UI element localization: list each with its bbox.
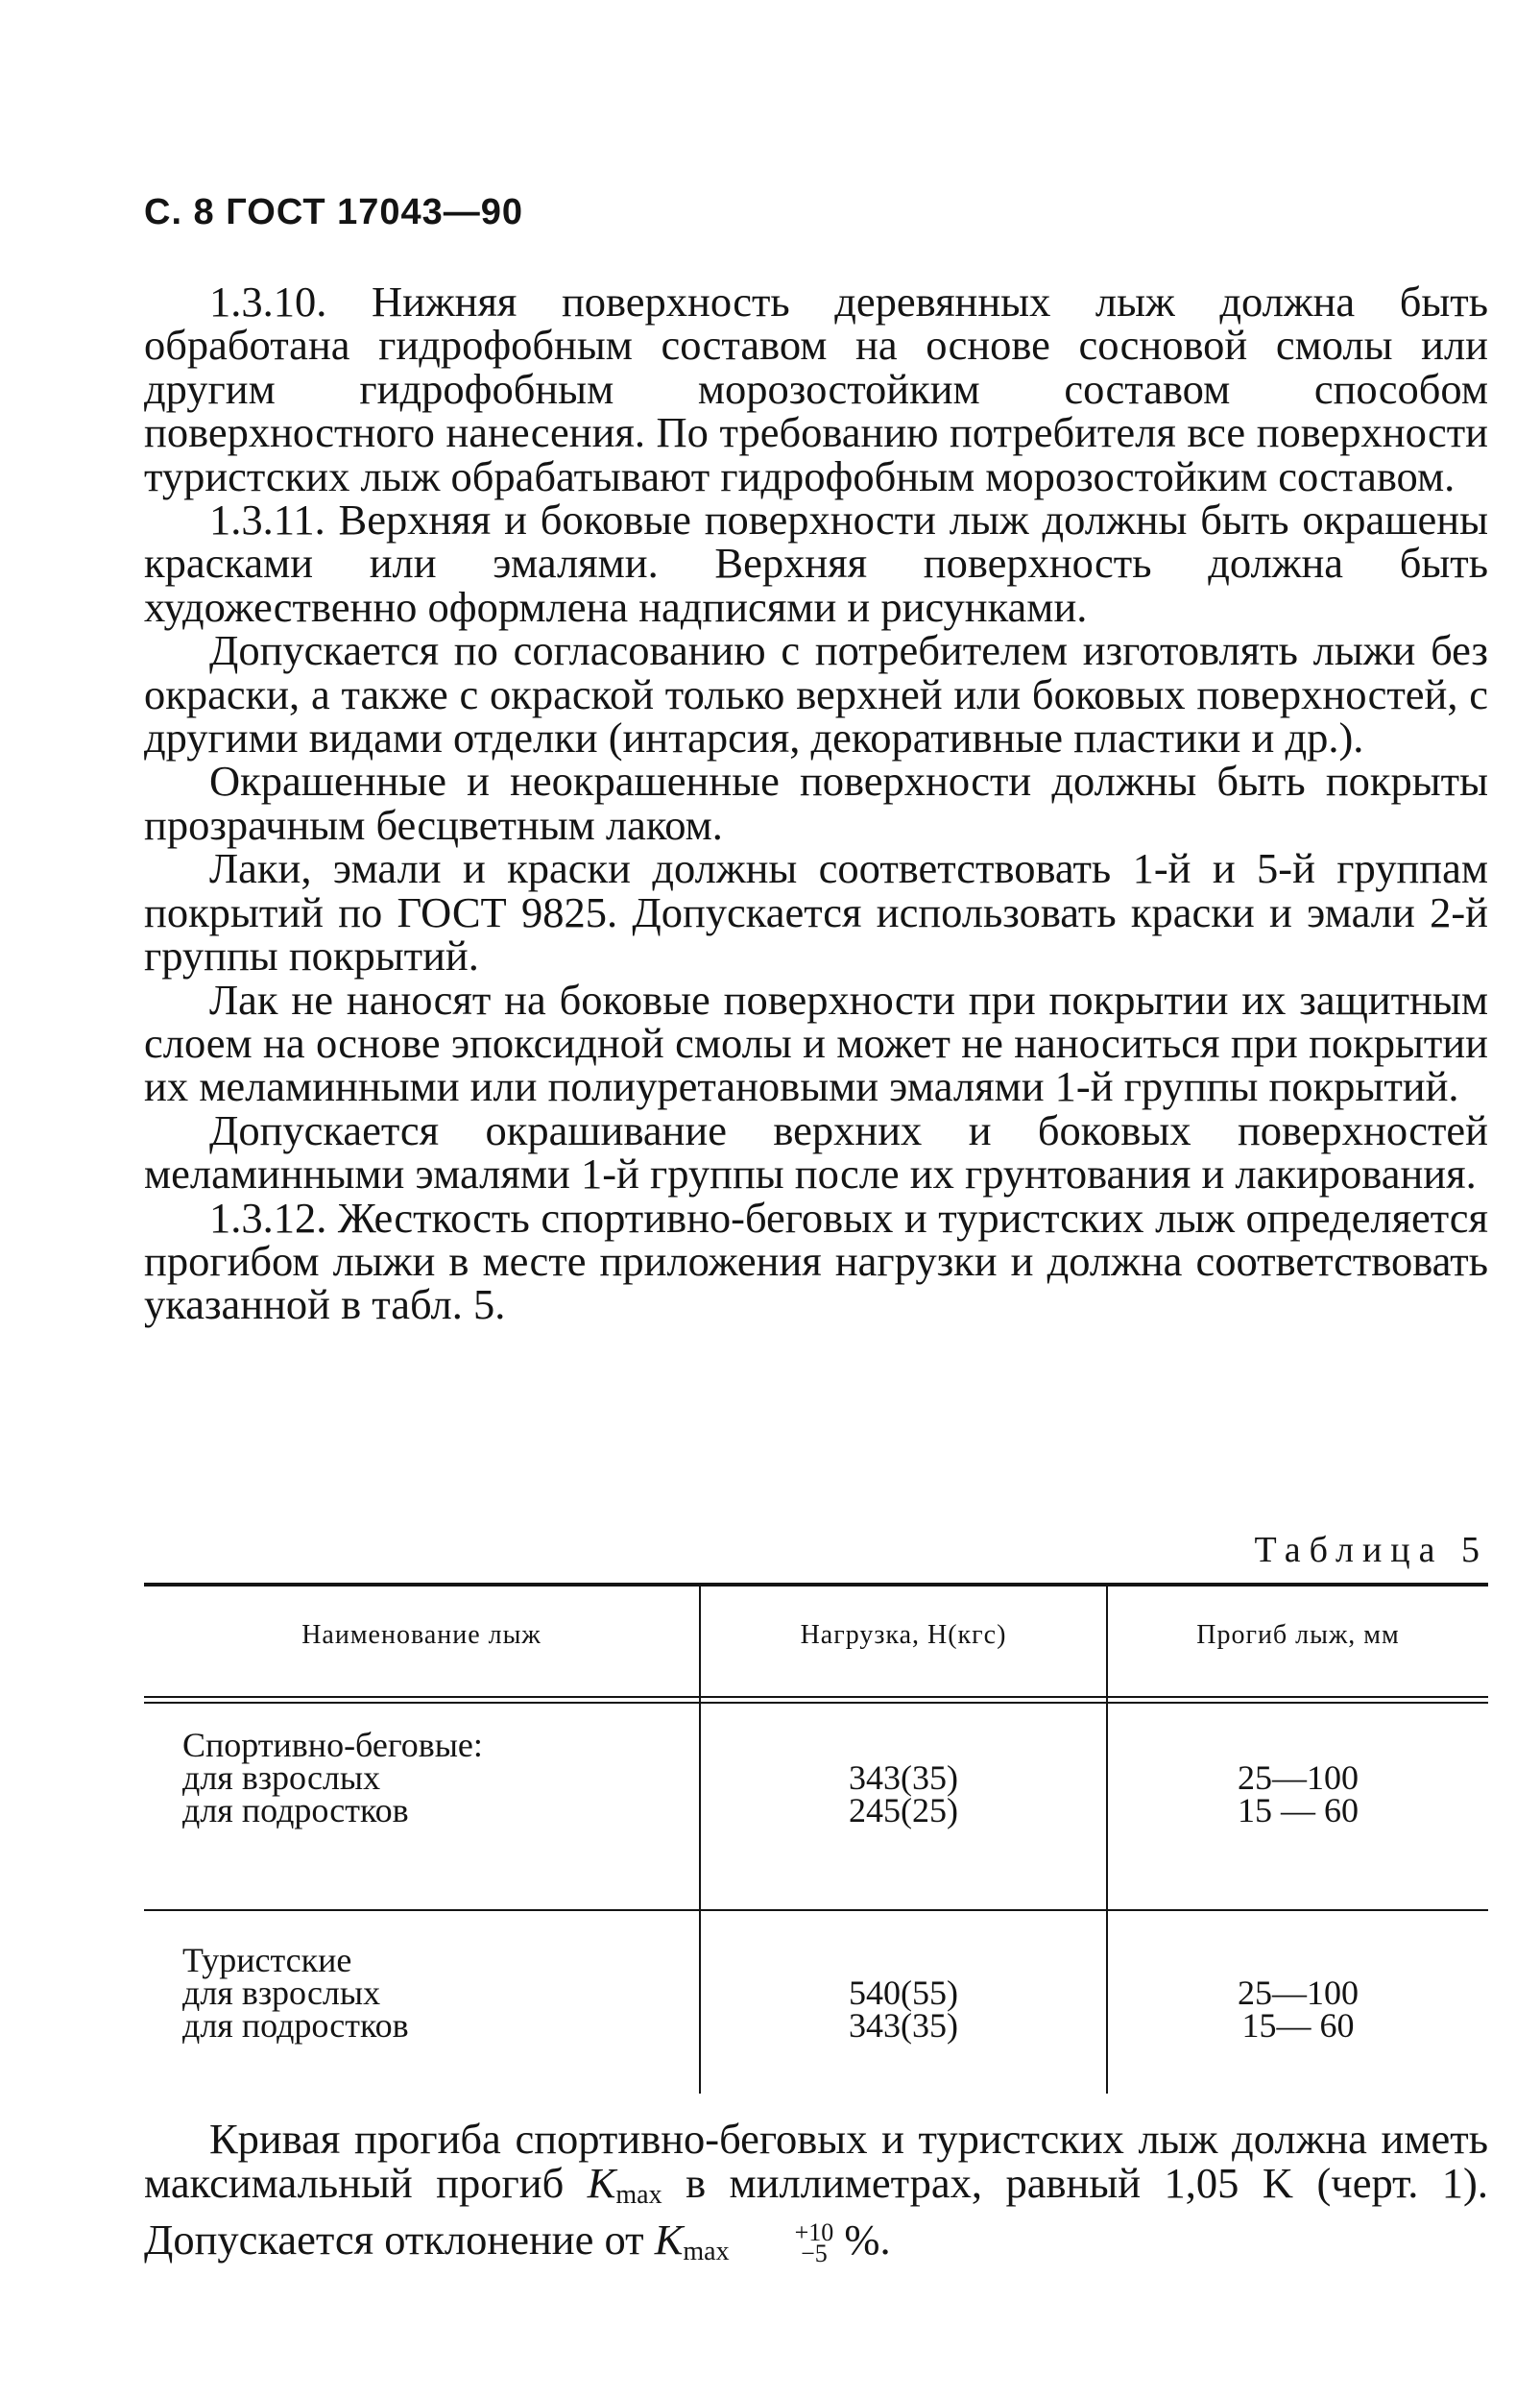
kmax-symbol: Kmax	[654, 2216, 730, 2266]
table-header-rule-double	[144, 1702, 1488, 1704]
table-header-name: Наименование лыж	[301, 1620, 541, 1650]
table-load-sport	[701, 1729, 1106, 1827]
table-deflection-tourist	[1108, 1944, 1488, 2045]
table-cell-load: 540(55)	[849, 1974, 958, 2012]
table-header-rule	[144, 1696, 1488, 1698]
table-top-rule	[144, 1583, 1488, 1587]
paragraph-side-lacquer: Лак не наносят на боковые поверхности при покрытии их защитным слоем на основе эпоксидной смолы и может не наноситься при покрытии их меламинными или полиуретановыми эмалями 1-й группы покрытий.	[144, 975, 1488, 1111]
tolerance: +10 −5	[794, 2218, 834, 2267]
table-row-label: для подростков	[182, 2006, 409, 2045]
table-cell-load: 343(35)	[849, 1758, 958, 1797]
table-deflection-sport	[1108, 1729, 1488, 1827]
table-group-title: Туристские	[182, 1941, 352, 1979]
paragraph-melamine: Допускается окрашивание верхних и боковых поверхностей меламинными эмалями 1-й группы после их грунтования и лакирования.	[144, 1105, 1488, 1199]
table-cell-deflection: 15— 60	[1241, 2006, 1355, 2045]
table-cell-load: 245(25)	[849, 1791, 958, 1829]
table-cell-load: 343(35)	[849, 2006, 958, 2045]
paragraph-1-3-12: 1.3.12. Жесткость спортивно-беговых и туристских лыж определяется прогибом лыжи в месте приложения нагрузки и должна соответствовать указанной в табл. 5.	[144, 1193, 1488, 1329]
deflection-curve-paragraph	[144, 2117, 1488, 2274]
table-load-tourist	[701, 1944, 1106, 2045]
paragraph-lacquer: Окрашенные и неокрашенные поверхности должны быть покрыты прозрачным бесцветным лаком.	[144, 757, 1488, 849]
table-cell-deflection: 25—100	[1238, 1974, 1359, 2012]
table-row-label: для взрослых	[182, 1758, 381, 1797]
table-row-label: для взрослых	[182, 1974, 381, 2012]
table-group-title: Спортивно-беговые:	[182, 1726, 483, 1764]
paragraph-1-3-11: 1.3.11. Верхняя и боковые поверхности лыж должны быть окрашены красками или эмалями. Верхняя поверхность должна быть художественно оформлена надписями и рисунками.	[144, 496, 1488, 631]
kmax-symbol: Kmax	[587, 2159, 662, 2210]
paragraph-coloring-allowance: Допускается по согласованию с потребителем изготовлять лыжи без окраски, а также с окраской только верхней или боковых поверхностей, с другими видами отделки (интарсия, декоративные пластики и др.).	[144, 626, 1488, 763]
table-group-tourist	[182, 1941, 409, 2045]
table-cell-deflection: 15 — 60	[1238, 1791, 1359, 1829]
page-header: С. 8 ГОСТ 17043—90	[144, 192, 524, 232]
table-row-label: для подростков	[182, 1791, 409, 1829]
table-cell-deflection: 25—100	[1238, 1758, 1359, 1797]
table-caption: Таблица 5	[1254, 1530, 1488, 1570]
table-group-sport	[182, 1726, 483, 1829]
deflection-curve-text: Кривая прогиба спортивно-беговых и туристских лыж должна иметь максимальный прогиб Kmax в миллиметрах, равный 1,05 K (черт. 1). Допускается отклонение от Kmax +10 −5 %.	[144, 2115, 1489, 2267]
stiffness-table	[144, 1583, 1488, 2094]
table-header-load: Нагрузка, Н(кгс)	[800, 1620, 1007, 1650]
paragraph-coating-groups: Лаки, эмали и краски должны соответствовать 1-й и 5-й группам покрытий по ГОСТ 9825. Допускается использовать краски и эмали 2-й группы покрытий.	[144, 844, 1488, 981]
body-text	[144, 280, 1488, 1327]
table-group-divider	[144, 1909, 1488, 1911]
paragraph-1-3-10: 1.3.10. Нижняя поверхность деревянных лыж должна быть обработана гидрофобным составом на основе сосновой смолы или другим гидрофобным морозостойким составом способом поверхностного нанесения. По требованию потребителя все поверхности туристских лыж обрабатывают гидрофобным морозостойким составом.	[144, 278, 1488, 500]
table-header-deflection: Прогиб лыж, мм	[1196, 1620, 1400, 1650]
